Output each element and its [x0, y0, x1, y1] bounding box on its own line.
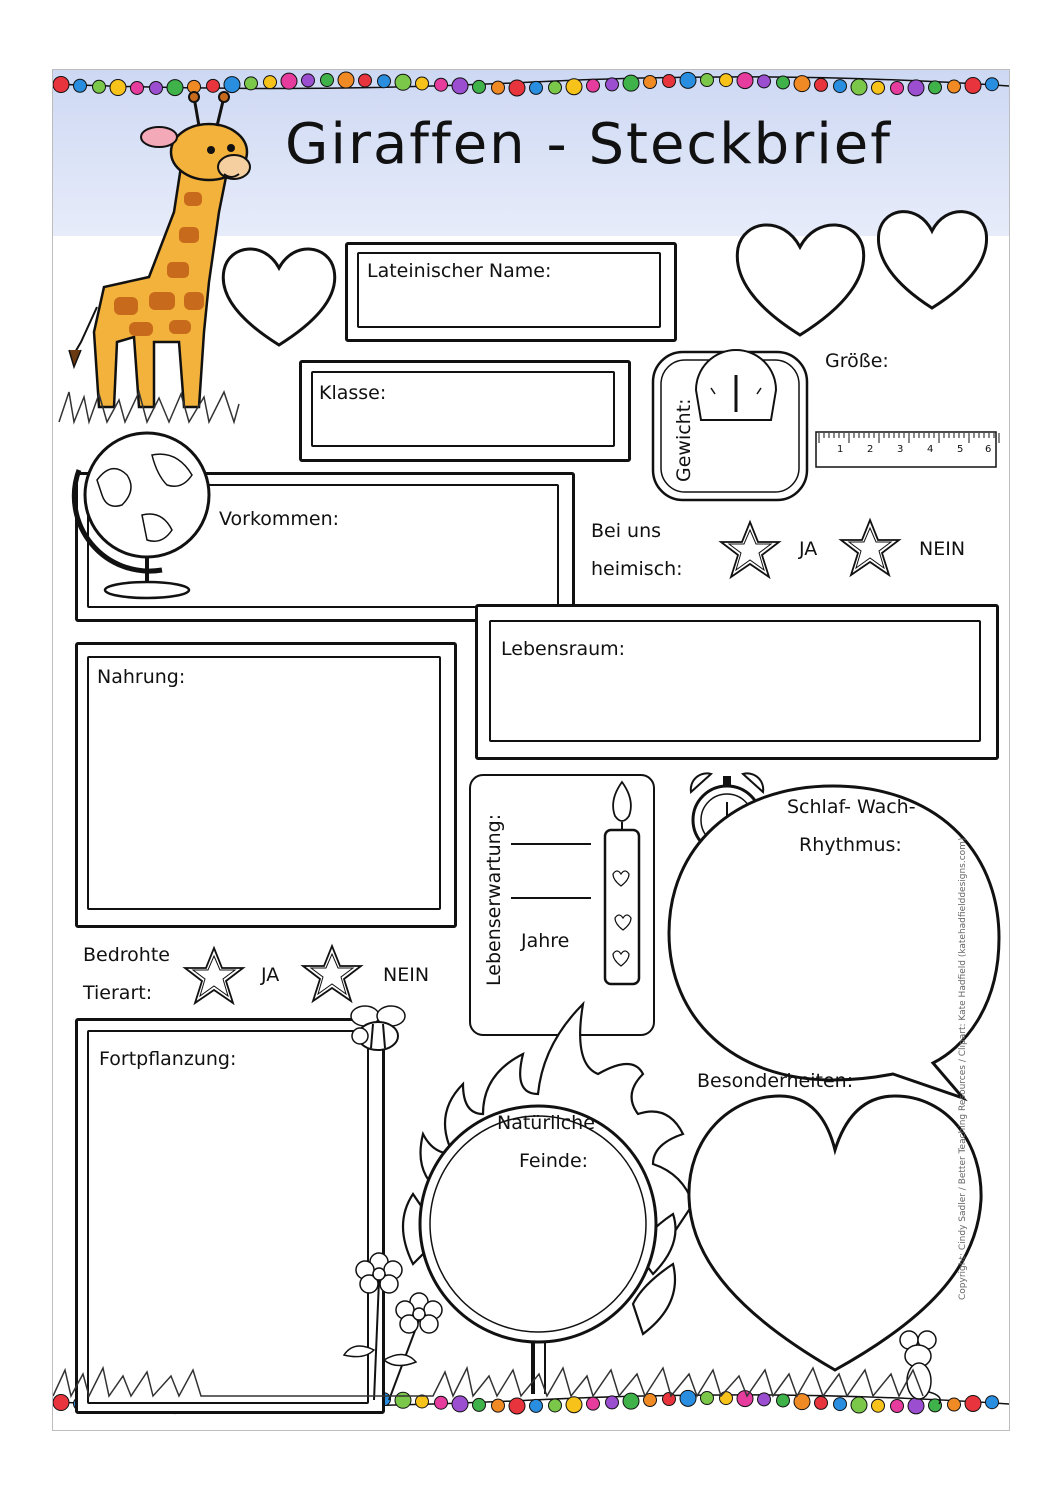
- ruler-tick-6: 6: [985, 444, 992, 455]
- garland-bead: [452, 78, 468, 94]
- heart-right-2-decoration: [875, 203, 990, 313]
- food-field[interactable]: [87, 656, 441, 910]
- native-no-star-icon[interactable]: [839, 518, 901, 578]
- garland-bead: [948, 1398, 961, 1411]
- enemies-label-line1: Natürliche: [497, 1112, 595, 1134]
- garland-bead: [948, 80, 961, 93]
- native-label-line1: Bei uns: [591, 520, 662, 542]
- garland-bead: [587, 79, 600, 92]
- garland-bead: [644, 75, 657, 88]
- grass-bottom: [53, 1360, 1009, 1400]
- food-label: Nahrung:: [97, 666, 186, 688]
- garland-bead: [530, 81, 543, 94]
- life-expectancy-blank-1[interactable]: [511, 843, 591, 845]
- reproduction-label: Fortpflanzung:: [99, 1048, 237, 1070]
- years-label: Jahre: [521, 930, 570, 952]
- sleep-speech-bubble[interactable]: [663, 778, 1003, 1108]
- size-label: Größe:: [825, 350, 889, 372]
- garland-bead: [929, 81, 942, 94]
- weight-label: Gewicht:: [673, 398, 695, 482]
- enemies-label-line2: Feinde:: [519, 1150, 589, 1172]
- garland-bead: [834, 80, 847, 93]
- garland-bead: [281, 73, 297, 89]
- garland-bead: [606, 78, 619, 91]
- garland-bead: [338, 72, 354, 88]
- ruler-tick-2: 2: [867, 444, 874, 455]
- ruler-tick-3: 3: [897, 444, 904, 455]
- heart-left-decoration: [219, 240, 339, 350]
- ruler-tick-1: 1: [837, 444, 844, 455]
- class-label: Klasse:: [319, 382, 387, 404]
- giraffe-illustration: [59, 92, 239, 412]
- garland-bead: [965, 77, 981, 93]
- garland-bead: [737, 73, 753, 89]
- garland-bead: [509, 80, 525, 96]
- heart-right-1-decoration: [733, 215, 868, 340]
- endangered-no-label: NEIN: [383, 964, 430, 986]
- garland-bead: [549, 81, 562, 94]
- garland-bead: [623, 75, 639, 91]
- special-label: Besonderheiten:: [697, 1070, 854, 1092]
- garland-bead: [680, 72, 696, 88]
- garland-bead: [851, 79, 867, 95]
- life-expectancy-blank-2[interactable]: [511, 897, 591, 899]
- garland-bead: [359, 74, 372, 87]
- latin-name-label: Lateinischer Name:: [367, 260, 552, 282]
- garland-bead: [245, 77, 258, 90]
- worksheet-page: [52, 69, 1010, 1431]
- sleep-label-line2: Rhythmus:: [799, 834, 902, 856]
- candle-icon: [601, 778, 643, 988]
- garland-bead: [264, 76, 277, 89]
- garland-bead: [815, 78, 828, 91]
- endangered-yes-star-icon[interactable]: [183, 946, 245, 1006]
- ruler-tick-4: 4: [927, 444, 934, 455]
- garland-bead: [794, 76, 810, 92]
- garland-bead: [395, 74, 411, 90]
- garland-bead: [492, 81, 505, 94]
- life-expectancy-label: Lebenserwartung:: [483, 813, 505, 986]
- ruler-tick-5: 5: [957, 444, 964, 455]
- ring-of-fire-illustration: [383, 1004, 693, 1404]
- copyright-note: Copyright: Cindy Sadler / Better Teaching Resources / Clipart: Kate Hadfield (katehadfielddesigns.com): [958, 837, 968, 1300]
- occurrence-label: Vorkommen:: [219, 508, 340, 530]
- garland-bead: [891, 81, 904, 94]
- garland-bead: [378, 75, 391, 88]
- garland-bead: [758, 75, 771, 88]
- garland-bead: [321, 74, 334, 87]
- sleep-label-line1: Schlaf- Wach-: [787, 796, 916, 818]
- garland-bead: [777, 76, 790, 89]
- endangered-label-line1: Bedrohte: [83, 944, 170, 966]
- garland-bead: [224, 77, 240, 93]
- native-yes-star-icon[interactable]: [719, 520, 781, 580]
- garland-bead: [416, 77, 429, 90]
- garland-bead: [473, 80, 486, 93]
- garland-bead: [435, 78, 448, 91]
- garland-bead: [720, 74, 733, 87]
- endangered-label-line2: Tierart:: [83, 982, 153, 1004]
- garland-bead: [986, 78, 999, 91]
- endangered-yes-label: JA: [261, 964, 280, 986]
- native-label-line2: heimisch:: [591, 558, 683, 580]
- garland-bead: [74, 79, 87, 92]
- garland-bead: [566, 79, 582, 95]
- endangered-no-star-icon[interactable]: [301, 944, 363, 1004]
- globe-icon: [67, 430, 217, 600]
- garland-bead: [872, 81, 885, 94]
- native-yes-label: JA: [799, 538, 818, 560]
- garland-bead: [663, 75, 676, 88]
- garland-bead: [53, 77, 69, 93]
- garland-bead: [302, 74, 315, 87]
- garland-bead: [908, 80, 924, 96]
- garland-bead: [701, 74, 714, 87]
- habitat-label: Lebensraum:: [501, 638, 626, 660]
- garland-bead: [207, 79, 220, 92]
- page-title: Giraffen - Steckbrief: [285, 112, 892, 177]
- garland-bead: [872, 1399, 885, 1412]
- native-no-label: NEIN: [919, 538, 966, 560]
